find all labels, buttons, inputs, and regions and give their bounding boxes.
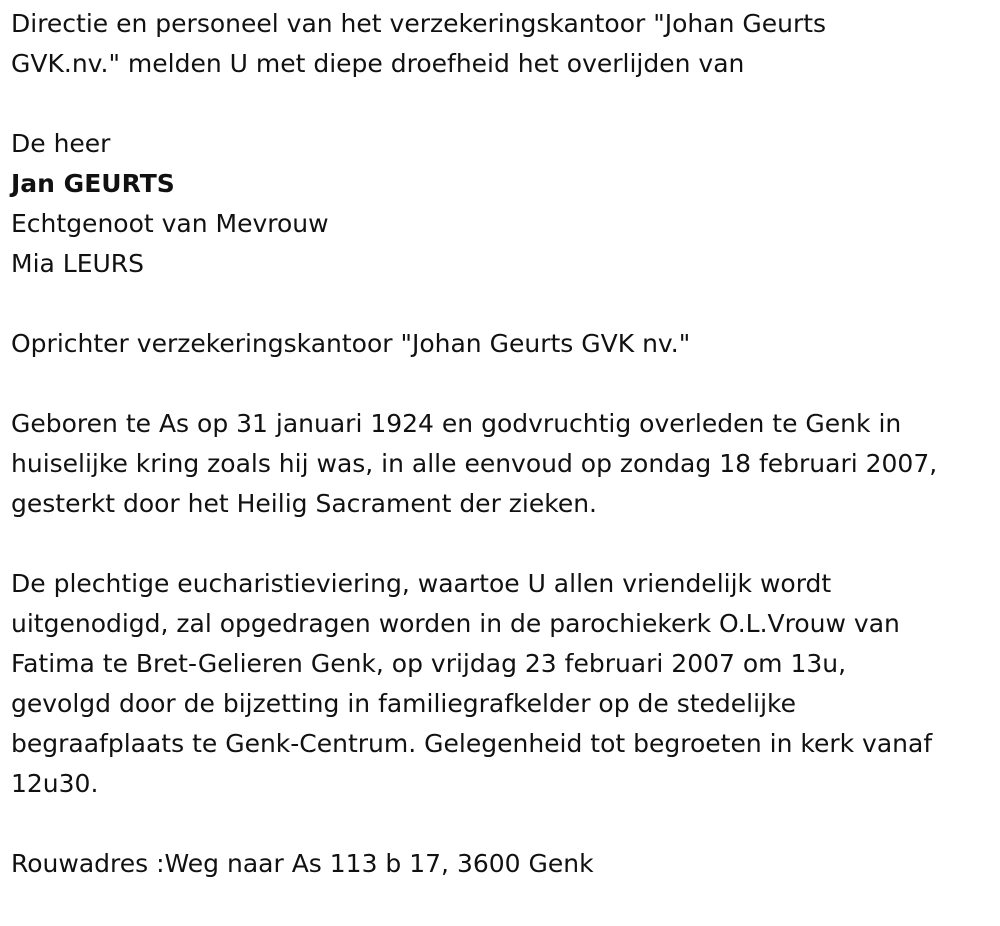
- death-notice: [11, 4, 996, 884]
- salutation: De heer: [11, 129, 111, 158]
- intro-paragraph: Directie en personeel van het verzekeringskantoor "Johan Geurts GVK.nv." melden U met diepe droefheid het overlijden van: [11, 9, 827, 78]
- deceased-name: Jan GEURTS: [11, 169, 175, 198]
- spouse-line: Echtgenoot van Mevrouw: [11, 209, 329, 238]
- spacer: [11, 804, 996, 844]
- spouse-name: Mia LEURS: [11, 249, 145, 278]
- founder-line: Oprichter verzekeringskantoor "Johan Geurts GVK nv.": [11, 329, 691, 358]
- spacer: [11, 84, 996, 124]
- spacer: [11, 284, 996, 324]
- birth-death-paragraph: Geboren te As op 31 januari 1924 en godvruchtig overleden te Genk in huiselijke kring zoals hij was, in alle eenvoud op zondag 18 februari 2007, gesterkt door het Heilig Sacrament der zieken.: [11, 409, 938, 518]
- ceremony-paragraph: De plechtige eucharistieviering, waartoe U allen vriendelijk wordt uitgenodigd, zal opgedragen worden in de parochiekerk O.L.Vrouw van Fatima te Bret-Gelieren Genk, op vrijdag 23 februari 2007 om 13u, gevolgd door de bijzetting in familiegrafkelder op de stedelijke begraafplaats te Genk-Centrum. Gelegenheid tot begroeten in kerk vanaf 12u30.: [11, 569, 933, 798]
- spacer: [11, 364, 996, 404]
- mourning-address: Rouwadres :Weg naar As 113 b 17, 3600 Genk: [11, 849, 594, 878]
- spacer: [11, 524, 996, 564]
